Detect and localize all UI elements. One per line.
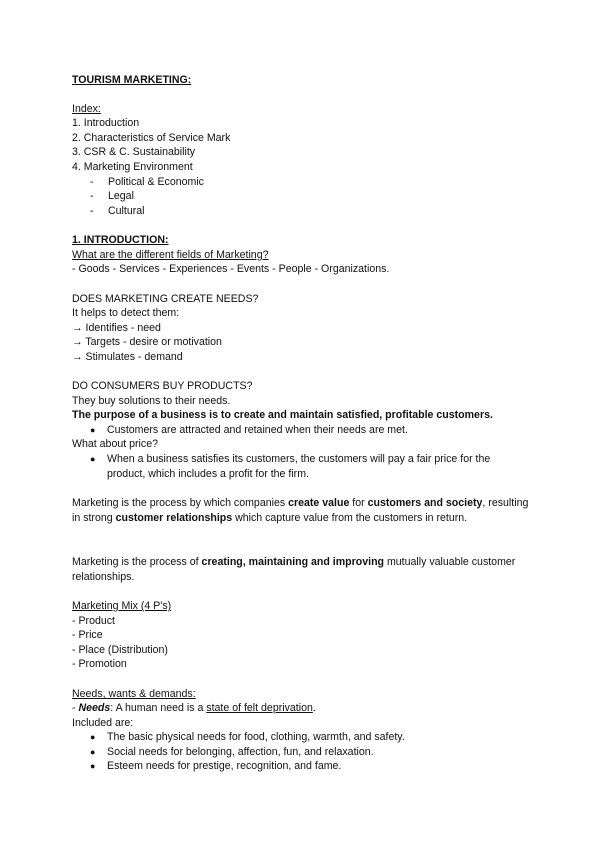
list-item: When a business satisfies its customers, the customers will pay a fair price for the product, which includes a profit for the firm. <box>107 453 491 480</box>
marketing-definition: Marketing is the process by which companies create value for customers and society, resulting in strong customer relationships which capture value from the customers in return. <box>72 497 529 524</box>
bullet-icon: ● <box>90 747 96 757</box>
bullet-icon: ● <box>90 761 96 771</box>
helps-text: It helps to detect them: <box>72 307 180 319</box>
marketing-definition-2: Marketing is the process of creating, maintaining and improving mutually valuable customer relationships. <box>72 556 516 583</box>
fields-question: What are the different fields of Marketing? <box>72 249 269 261</box>
arrow-item: → Targets - desire or motivation <box>72 336 222 348</box>
marketing-mix-heading: Marketing Mix (4 P's) <box>72 600 172 612</box>
included-text: Included are: <box>72 717 134 729</box>
price-question: What about price? <box>72 438 158 450</box>
list-item: ● Social needs for belonging, affection, fun, and relaxation. <box>90 746 374 758</box>
index-subitem: - Cultural <box>90 205 145 217</box>
arrow-item: → Stimulates - demand <box>72 351 183 363</box>
index-item: 2. Characteristics of Service Mark <box>72 132 231 144</box>
fields-list: - Goods - Services - Experiences - Events - People - Organizations. <box>72 263 390 275</box>
index-heading: Index: <box>72 103 101 115</box>
mix-item: - Price <box>72 629 103 641</box>
bullet-icon: ● <box>90 425 96 435</box>
purpose-statement: The purpose of a business is to create and maintain satisfied, profitable customers. <box>72 409 493 421</box>
needs-definition: - Needs: A human need is a state of felt deprivation. <box>72 702 316 714</box>
needs-question: DOES MARKETING CREATE NEEDS? <box>72 293 259 305</box>
index-item: 1. Introduction <box>72 117 140 129</box>
list-item: ● Customers are attracted and retained when their needs are met. <box>90 424 408 436</box>
consumers-question: DO CONSUMERS BUY PRODUCTS? <box>72 380 253 392</box>
index-item: 4. Marketing Environment <box>72 161 193 173</box>
list-item: ● Esteem needs for prestige, recognition, and fame. <box>90 760 342 772</box>
arrow-item: → Identifies - need <box>72 322 161 334</box>
index-subitem: - Political & Economic <box>90 176 204 188</box>
section-heading-introduction: 1. INTRODUCTION: <box>72 234 169 246</box>
mix-item: - Promotion <box>72 658 127 670</box>
index-subitem: - Legal <box>90 190 134 202</box>
mix-item: - Place (Distribution) <box>72 644 168 656</box>
bullet-icon: ● <box>90 732 96 742</box>
document-title: TOURISM MARKETING: <box>72 74 192 86</box>
solutions-text: They buy solutions to their needs. <box>72 395 231 407</box>
needs-heading: Needs, wants & demands: <box>72 688 196 700</box>
mix-item: - Product <box>72 615 115 627</box>
list-item: ● The basic physical needs for food, clothing, warmth, and safety. <box>90 731 405 743</box>
index-item: 3. CSR & C. Sustainability <box>72 146 196 158</box>
bullet-icon: ● <box>90 454 96 464</box>
